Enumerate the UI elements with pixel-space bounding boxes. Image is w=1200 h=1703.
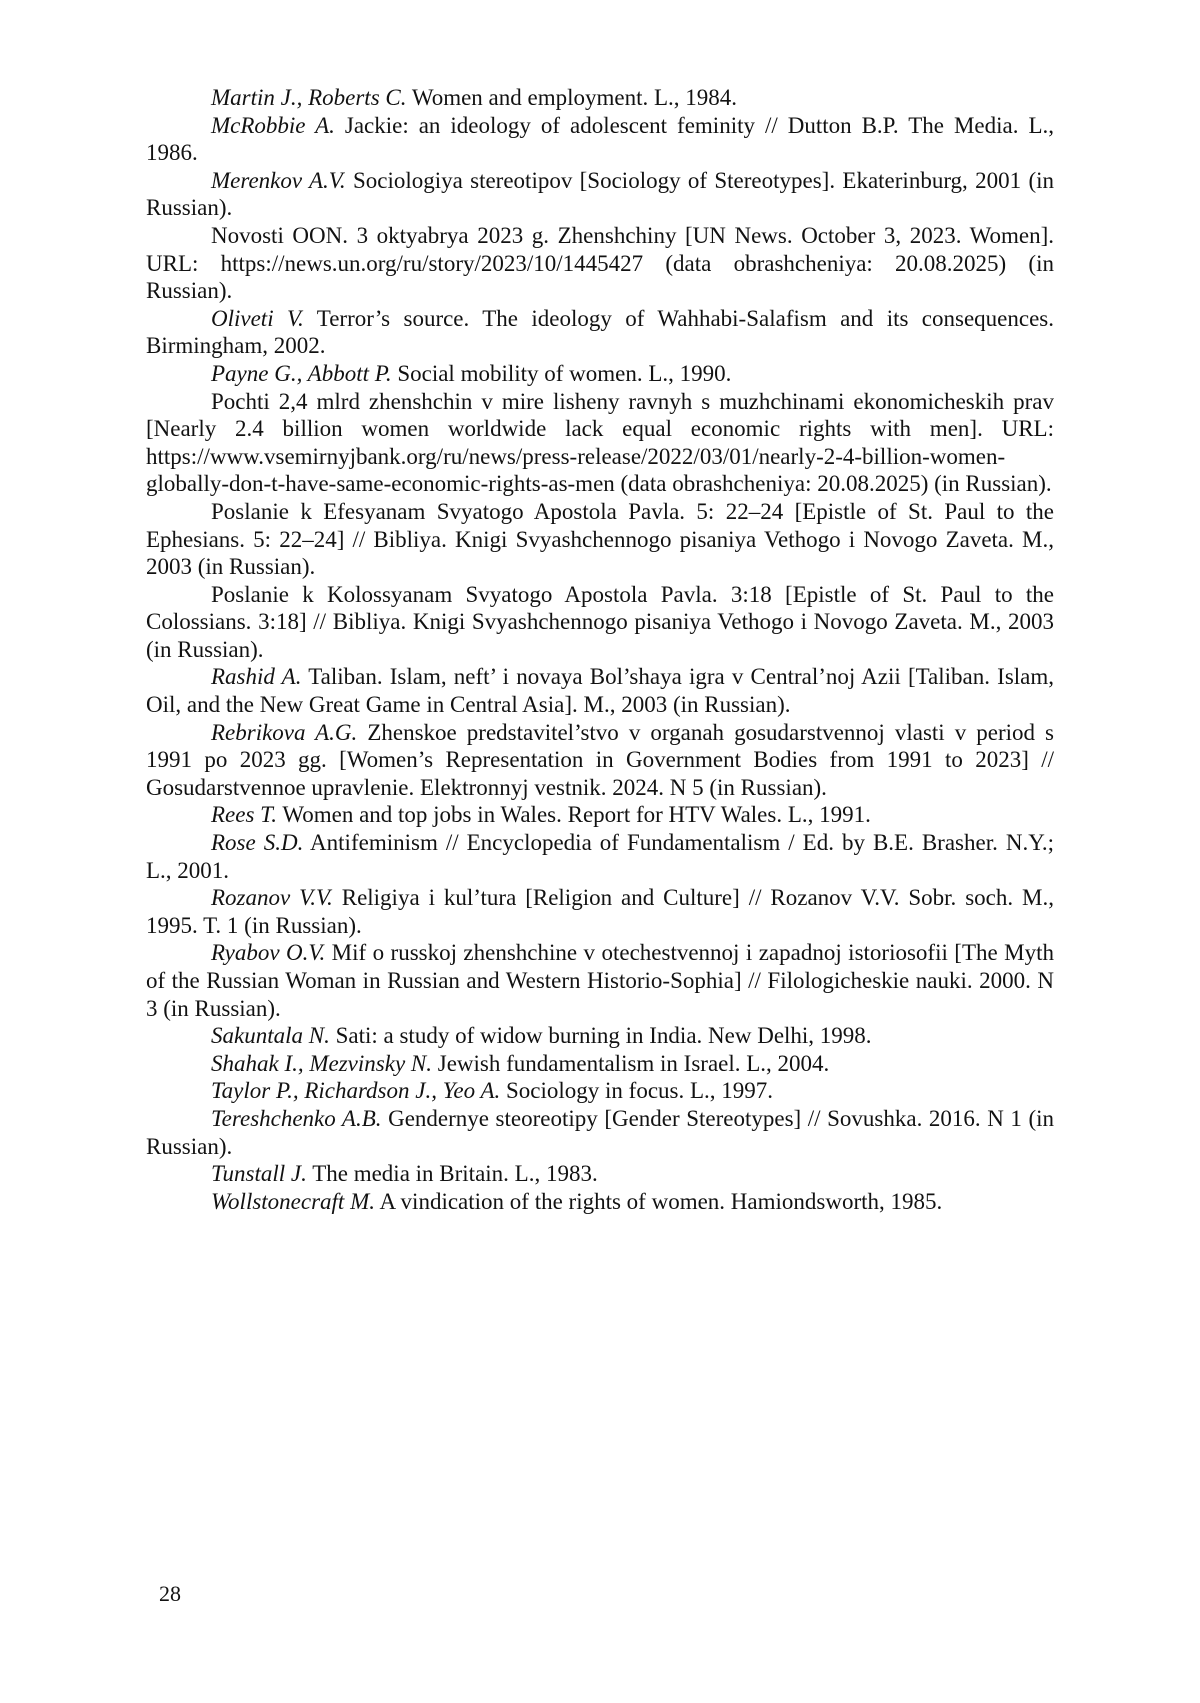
reference-item: Rees T. Women and top jobs in Wales. Report for HTV Wales. L., 1991. (211, 802, 871, 828)
reference-author: Rozanov V.V. (211, 885, 333, 911)
reference-author: Rees T. (211, 802, 278, 828)
reference-author: Tunstall J. (211, 1161, 307, 1187)
reference-item: Payne G., Abbott P. Social mobility of women. L., 1990. (211, 360, 732, 386)
reference-item: Rebrikova A.G. Zhenskoe predstavitel’stvo v organah gosudarstvennoj vlasti v period s 1991 po 2023 gg. [Women’s Representation in Government Bodies from 1991 to 2023] // Gosudarstvennoe upravlenie. Elektronnyj vestnik. 2024. N 5 (in Russian). (146, 719, 1054, 800)
reference-item: Poslanie k Efesyanam Svyatogo Apostola Pavla. 5: 22–24 [Epistle of St. Paul to the Ephesians. 5: 22–24] // Bibliya. Knigi Svyashchennogo pisaniya Vethogo i Novogo Zaveta. M., 2003 (in Russian). (146, 498, 1054, 580)
reference-item: Novosti OON. 3 oktyabrya 2023 g. Zhenshchiny [UN News. October 3, 2023. Women]. URL: https://news.un.org/ru/story/2023/10/1445427 (data obrashcheniya: 20.08.2025) (in Russian). (146, 222, 1054, 304)
reference-author: Rashid A. (211, 664, 302, 690)
reference-item: Sakuntala N. Sati: a study of widow burning in India. New Delhi, 1998. (211, 1023, 872, 1049)
reference-item: Tunstall J. The media in Britain. L., 1983. (211, 1161, 598, 1187)
reference-item: Wollstonecraft M. A vindication of the rights of women. Hamiondsworth, 1985. (211, 1188, 943, 1214)
reference-author: Martin J., Roberts C. (211, 85, 407, 110)
reference-author: Payne G., Abbott P. (211, 360, 392, 386)
reference-author: Wollstonecraft M. (211, 1188, 375, 1214)
reference-item: Shahak I., Mezvinsky N. Jewish fundamentalism in Israel. L., 2004. (211, 1050, 830, 1076)
reference-item: Martin J., Roberts C. Women and employment. L., 1984. (211, 85, 738, 110)
reference-item: Rose S.D. Antifeminism // Encyclopedia of Fundamentalism / Ed. by B.E. Brasher. N.Y.; L., 2001. (146, 830, 1054, 883)
reference-item: Pochti 2,4 mlrd zhenshchin v mire lisheny ravnyh s muzhchinami ekonomicheskih prav [Nearly 2.4 billion women worldwide lack equal economic rights with men]. URL: https://www.vsemirnyjbank.org/ru/news/press-release/2022/03/01/nearly-2-4-billion-women-globally-don-t-have-same-economic-rights-as-men (data obrashcheniya: 20.08.2025) (in Russian). (146, 388, 1054, 497)
reference-item: Merenkov A.V. Sociologiya stereotipov [Sociology of Stereotypes]. Ekaterinburg, 2001 (in Russian). (146, 167, 1054, 221)
reference-item: Oliveti V. Terror’s source. The ideology of Wahhabi-Salafism and its consequences. Birmingham, 2002. (146, 305, 1055, 359)
reference-item: Tereshchenko A.B. Gendernye steoreotipy [Gender Stereotypes] // Sovushka. 2016. N 1 (in Russian). (146, 1105, 1054, 1159)
reference-author: McRobbie A. (211, 112, 335, 138)
page-number: 28 (159, 1581, 181, 1606)
reference-author: Ryabov O.V. (211, 940, 326, 966)
reference-item: Ryabov O.V. Mif o russkoj zhenshchine v otechestvennoj i zapadnoj istoriosofii [The Myth of the Russian Woman in Russian and Western Historio-Sophia] // Filologicheskie nauki. 2000. N 3 (in Russian). (146, 940, 1055, 1021)
reference-item: McRobbie A. Jackie: an ideology of adolescent feminity // Dutton B.P. The Media. L., 1986. (146, 112, 1055, 166)
reference-author: Taylor P., Richardson J., Yeo A. (211, 1078, 501, 1104)
reference-author: Sakuntala N. (211, 1023, 330, 1049)
reference-author: Rose S.D. (211, 830, 304, 856)
reference-author: Merenkov A.V. (211, 167, 346, 193)
reference-author: Shahak I., Mezvinsky N. (211, 1050, 432, 1076)
reference-author: Rebrikova A.G. (211, 719, 358, 745)
reference-item: Poslanie k Kolossyanam Svyatogo Apostola Pavla. 3:18 [Epistle of St. Paul to the Colossians. 3:18] // Bibliya. Knigi Svyashchennogo pisaniya Vethogo i Novogo Zaveta. M., 2003 (in Russian). (146, 581, 1054, 662)
reference-item: Rashid A. Taliban. Islam, neft’ i novaya Bol’shaya igra v Central’noj Azii [Taliban. Islam, Oil, and the New Great Game in Central Asia]. M., 2003 (in Russian). (146, 664, 1055, 718)
reference-item: Rozanov V.V. Religiya i kul’tura [Religion and Culture] // Rozanov V.V. Sobr. soch. M., 1995. T. 1 (in Russian). (146, 885, 1054, 938)
reference-item: Taylor P., Richardson J., Yeo A. Sociology in focus. L., 1997. (211, 1078, 774, 1104)
reference-author: Tereshchenko A.B. (211, 1105, 382, 1131)
references-list (146, 84, 1054, 1215)
reference-author: Oliveti V. (211, 305, 304, 331)
